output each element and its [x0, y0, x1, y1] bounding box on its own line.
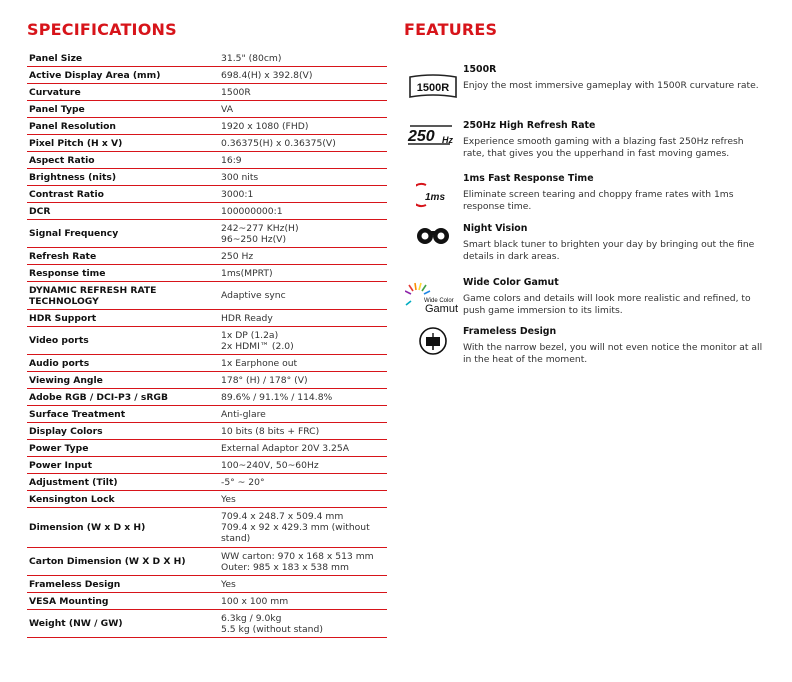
spec-label: Panel Size: [29, 52, 83, 64]
spec-row: [27, 440, 387, 457]
spec-label: Active Display Area (mm): [29, 69, 161, 81]
spec-row: [27, 593, 387, 610]
spec-value-line: 6.3kg / 9.0kg: [221, 612, 282, 624]
feature-title: Frameless Design: [463, 326, 557, 337]
spec-label: DCR: [29, 205, 51, 217]
frameless-design-icon: [404, 326, 462, 356]
spec-value: [221, 104, 387, 115]
spec-row: [27, 310, 387, 327]
spec-value: [221, 138, 387, 149]
spec-value-line: 31.5" (80cm): [221, 52, 282, 64]
spec-row: [27, 576, 387, 593]
spec-value-line: 89.6% / 91.1% / 114.8%: [221, 391, 333, 403]
spec-value: [221, 392, 387, 403]
spec-row: [27, 84, 387, 101]
spec-value-line: VA: [221, 103, 233, 115]
spec-value: [221, 613, 387, 635]
spec-label: Dimension (W x D x H): [29, 522, 146, 533]
spec-value-line: Yes: [221, 493, 236, 505]
spec-value: [221, 70, 387, 81]
spec-row: [27, 327, 387, 355]
spec-value: [221, 87, 387, 98]
spec-value: [221, 426, 387, 437]
feature-item: [404, 173, 774, 213]
spec-value-line: 10 bits (8 bits + FRC): [221, 425, 320, 437]
feature-title: Night Vision: [463, 223, 528, 234]
spec-row: [27, 118, 387, 135]
spec-value: [221, 511, 387, 544]
spec-value-line: stand): [221, 533, 251, 544]
spec-row: [27, 169, 387, 186]
spec-value-line: HDR Ready: [221, 312, 273, 324]
spec-row: [27, 423, 387, 440]
spec-label: Video ports: [29, 335, 89, 346]
curvature-1500r-icon: [404, 74, 462, 100]
spec-label: VESA Mounting: [29, 595, 109, 607]
spec-value: [221, 172, 387, 183]
spec-value-line: 1ms(MPRT): [221, 267, 273, 279]
spec-row: [27, 389, 387, 406]
spec-value: [221, 189, 387, 200]
spec-label: Adjustment (Tilt): [29, 476, 118, 488]
spec-row: [27, 203, 387, 220]
spec-value-line: Adaptive sync: [221, 290, 286, 301]
spec-label: Pixel Pitch (H x V): [29, 137, 123, 149]
spec-value-line: 709.4 x 92 x 429.3 mm (without: [221, 522, 370, 533]
spec-value: [221, 121, 387, 132]
night-vision-icon: [404, 223, 462, 249]
spec-value-line: 5.5 kg (without stand): [221, 623, 323, 635]
spec-value-line: 16:9: [221, 154, 242, 166]
spec-value-line: Outer: 985 x 183 x 538 mm: [221, 561, 349, 573]
spec-row: [27, 406, 387, 423]
feature-item: [404, 277, 774, 317]
feature-description: Game colors and details will look more realistic and refined, to push game immersion to its limits.: [463, 293, 751, 316]
spec-row: [27, 372, 387, 389]
spec-value: [221, 313, 387, 324]
spec-value-line: 96~250 Hz(V): [221, 233, 287, 245]
spec-value: [221, 460, 387, 471]
spec-value: [221, 494, 387, 505]
spec-value: [221, 251, 387, 262]
spec-value-line: 300 nits: [221, 171, 259, 183]
spec-row: [27, 610, 387, 638]
feature-item: [404, 120, 774, 160]
icon-text: Wide Color: [424, 298, 454, 304]
spec-value-line: 1920 x 1080 (FHD): [221, 120, 309, 132]
spec-value: [221, 551, 387, 573]
spec-value: [221, 358, 387, 369]
spec-value-line: 250 Hz: [221, 250, 254, 262]
spec-label: Kensington Lock: [29, 493, 115, 505]
spec-value: [221, 477, 387, 488]
spec-value: [221, 579, 387, 590]
spec-row: [27, 491, 387, 508]
spec-label: Panel Resolution: [29, 120, 116, 132]
features-title: FEATURES: [404, 20, 498, 39]
spec-label: Aspect Ratio: [29, 154, 95, 166]
spec-row: [27, 548, 387, 576]
icon-text: 250: [408, 128, 435, 145]
feature-item: [404, 223, 774, 263]
spec-value-line: 1x DP (1.2a): [221, 329, 279, 341]
icon-text: 1500R: [416, 82, 450, 94]
icon-text: 1ms: [425, 192, 446, 203]
spec-value-line: 0.36375(H) x 0.36375(V): [221, 137, 336, 149]
spec-row: [27, 248, 387, 265]
spec-row: [27, 101, 387, 118]
feature-description: Experience smooth gaming with a blazing fast 250Hz refresh rate, that gives you the upperhand in fast moving games.: [463, 136, 744, 159]
spec-label: Carton Dimension (W X D X H): [29, 556, 186, 567]
spec-label: Weight (NW / GW): [29, 618, 123, 629]
spec-row: [27, 474, 387, 491]
spec-label: DYNAMIC REFRESH RATE TECHNOLOGY: [29, 284, 157, 307]
spec-value: [221, 290, 387, 301]
spec-value-line: -5° ~ 20°: [221, 476, 265, 488]
spec-label: Frameless Design: [29, 578, 121, 590]
spec-label: Curvature: [29, 86, 81, 98]
spec-value-line: WW carton: 970 x 168 x 513 mm: [221, 550, 374, 562]
spec-value-line: Yes: [221, 578, 236, 590]
spec-row: [27, 282, 387, 310]
spec-value-line: 3000:1: [221, 188, 254, 200]
spec-label: Response time: [29, 267, 106, 279]
spec-label: Refresh Rate: [29, 250, 97, 262]
spec-value-line: 100~240V, 50~60Hz: [221, 459, 319, 471]
spec-row: [27, 152, 387, 169]
spec-label: Brightness (nits): [29, 171, 117, 183]
wide-color-gamut-icon: [404, 281, 462, 313]
spec-value-line: 709.4 x 248.7 x 509.4 mm: [221, 511, 344, 522]
spec-value: [221, 443, 387, 454]
feature-description: With the narrow bezel, you will not even notice the monitor at all in the heat of the moment.: [463, 342, 763, 365]
feature-item: [404, 326, 774, 366]
spec-value-line: 100 x 100 mm: [221, 595, 289, 607]
spec-row: [27, 508, 387, 548]
spec-label: Power Input: [29, 459, 92, 471]
spec-row: [27, 355, 387, 372]
feature-title: 1500R: [463, 64, 497, 75]
spec-value-line: 242~277 KHz(H): [221, 222, 299, 234]
spec-value-line: 2x HDMI™ (2.0): [221, 340, 294, 352]
feature-description: Enjoy the most immersive gameplay with 1500R curvature rate.: [463, 80, 759, 91]
spec-label: Signal Frequency: [29, 228, 119, 239]
feature-item: [404, 64, 774, 92]
spec-row: [27, 135, 387, 152]
specifications-table: [27, 50, 387, 638]
spec-label: Contrast Ratio: [29, 188, 104, 200]
specifications-title: SPECIFICATIONS: [27, 20, 177, 39]
spec-value-line: 698.4(H) x 392.8(V): [221, 69, 313, 81]
spec-row: [27, 50, 387, 67]
feature-description: Eliminate screen tearing and choppy frame rates with 1ms response time.: [463, 189, 734, 212]
feature-title: Wide Color Gamut: [463, 277, 559, 288]
feature-description: Smart black tuner to brighten your day by bringing out the fine details in dark areas.: [463, 239, 755, 262]
spec-row: [27, 67, 387, 84]
spec-value-line: External Adaptor 20V 3.25A: [221, 442, 350, 454]
icon-sub: Hz: [442, 135, 453, 145]
spec-value-line: Anti-glare: [221, 408, 266, 420]
response-1ms-icon: [404, 181, 462, 209]
spec-value: [221, 223, 387, 245]
spec-value: [221, 53, 387, 64]
spec-row: [27, 457, 387, 474]
spec-value-line: 1x Earphone out: [221, 357, 298, 369]
spec-value: [221, 596, 387, 607]
feature-title: 250Hz High Refresh Rate: [463, 120, 596, 131]
spec-value: [221, 206, 387, 217]
spec-value: [221, 409, 387, 420]
spec-label: Adobe RGB / DCI-P3 / sRGB: [29, 391, 168, 403]
icon-sub: Gamut: [425, 303, 459, 313]
spec-value: [221, 155, 387, 166]
spec-label: Surface Treatment: [29, 408, 126, 420]
spec-value-line: 178° (H) / 178° (V): [221, 374, 308, 386]
spec-value: [221, 375, 387, 386]
spec-value-line: 1500R: [221, 86, 251, 98]
refresh-250hz-icon: [404, 122, 462, 148]
spec-row: [27, 186, 387, 203]
spec-value-line: 100000000:1: [221, 205, 283, 217]
spec-label: Display Colors: [29, 425, 103, 437]
spec-label: Viewing Angle: [29, 374, 103, 386]
spec-row: [27, 265, 387, 282]
spec-label: Power Type: [29, 442, 89, 454]
spec-label: Audio ports: [29, 357, 90, 369]
spec-value: [221, 330, 387, 352]
spec-value: [221, 268, 387, 279]
spec-row: [27, 220, 387, 248]
spec-label: HDR Support: [29, 312, 97, 324]
spec-label: Panel Type: [29, 103, 85, 115]
feature-title: 1ms Fast Response Time: [463, 173, 594, 184]
